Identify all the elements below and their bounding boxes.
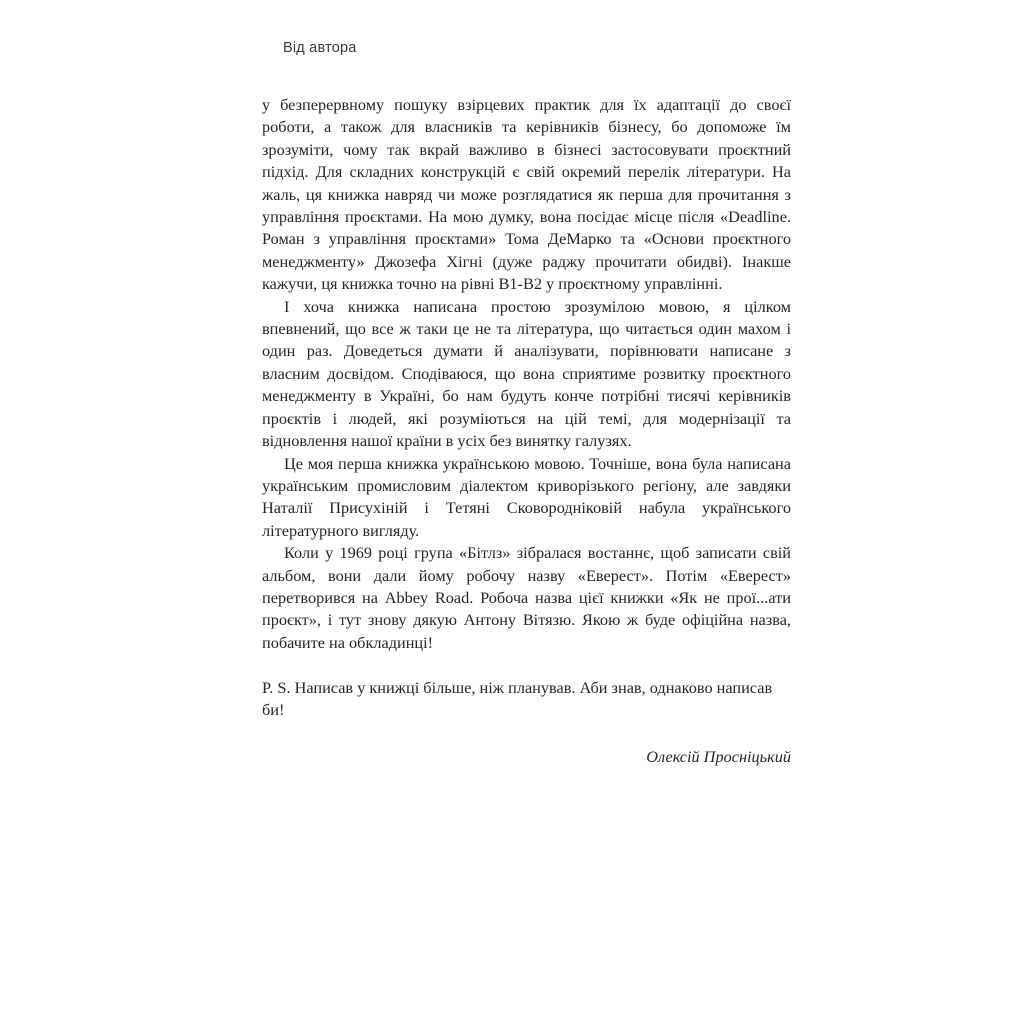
- paragraph-4: Коли у 1969 році група «Бітлз» зібралася востаннє, щоб записати свій альбом, вони дали йому робочу назву «Еверест». Потім «Еверест» перетворився на Abbey Road. Робоча назва цієї книжки «Як не прої...ати проєкт», і тут знову дякую Антону Вітязю. Якою ж буде офіційна назва, побачите на обкладинці!: [262, 543, 791, 652]
- page-body: [262, 94, 791, 769]
- paragraph-3: Це моя перша книжка українською мовою. Точніше, вона була написана українським промисловим діалектом криворізького регіону, але завдяки Наталії Присухіній і Тетяні Сковородніковій набула українського літературного вигляду.: [262, 453, 791, 540]
- book-page: [262, 40, 791, 769]
- running-header: Від автора: [283, 40, 357, 56]
- postscript: P. S. Написав у книжці більше, ніж планував. Аби знав, однаково написав би!: [262, 677, 773, 719]
- paragraph-2: І хоча книжка написана простою зрозумілою мовою, я цілком впевнений, що все ж таки це не та література, що читається один махом і один раз. Доведеться думати й аналізувати, порівнювати написане з власним досвідом. Сподіваюся, що вона сприятиме розвитку проєктного менеджменту в Україні, бо нам будуть конче потрібні тисячі керівників проєктів і людей, які розуміються на цій темі, для модернізації та відновлення нашої країни в усіх без винятку галузях.: [262, 296, 791, 451]
- paragraph-continuation: у безперервному пошуку взірцевих практик для їх адаптації до своєї роботи, а також для власників та керівників бізнесу, бо допоможе їм зрозуміти, чому так вкрай важливо в бізнесі застосовувати проєктний підхід. Для складних конструкцій є свій окремий перелік літератури. На жаль, ця книжка навряд чи може розглядатися як перша для прочитання з управління проєктами. На мою думку, вона посідає місце після «Deadline. Роман з управління проєктами» Тома ДеМарко та «Основи проєктного менеджменту» Джозефа Хігні (дуже раджу прочитати обидві). Інакше кажучи, ця книжка точно на рівні B1-B2 у проєктному управлінні.: [262, 95, 791, 294]
- author-signature: Олексій Просніцький: [646, 747, 791, 767]
